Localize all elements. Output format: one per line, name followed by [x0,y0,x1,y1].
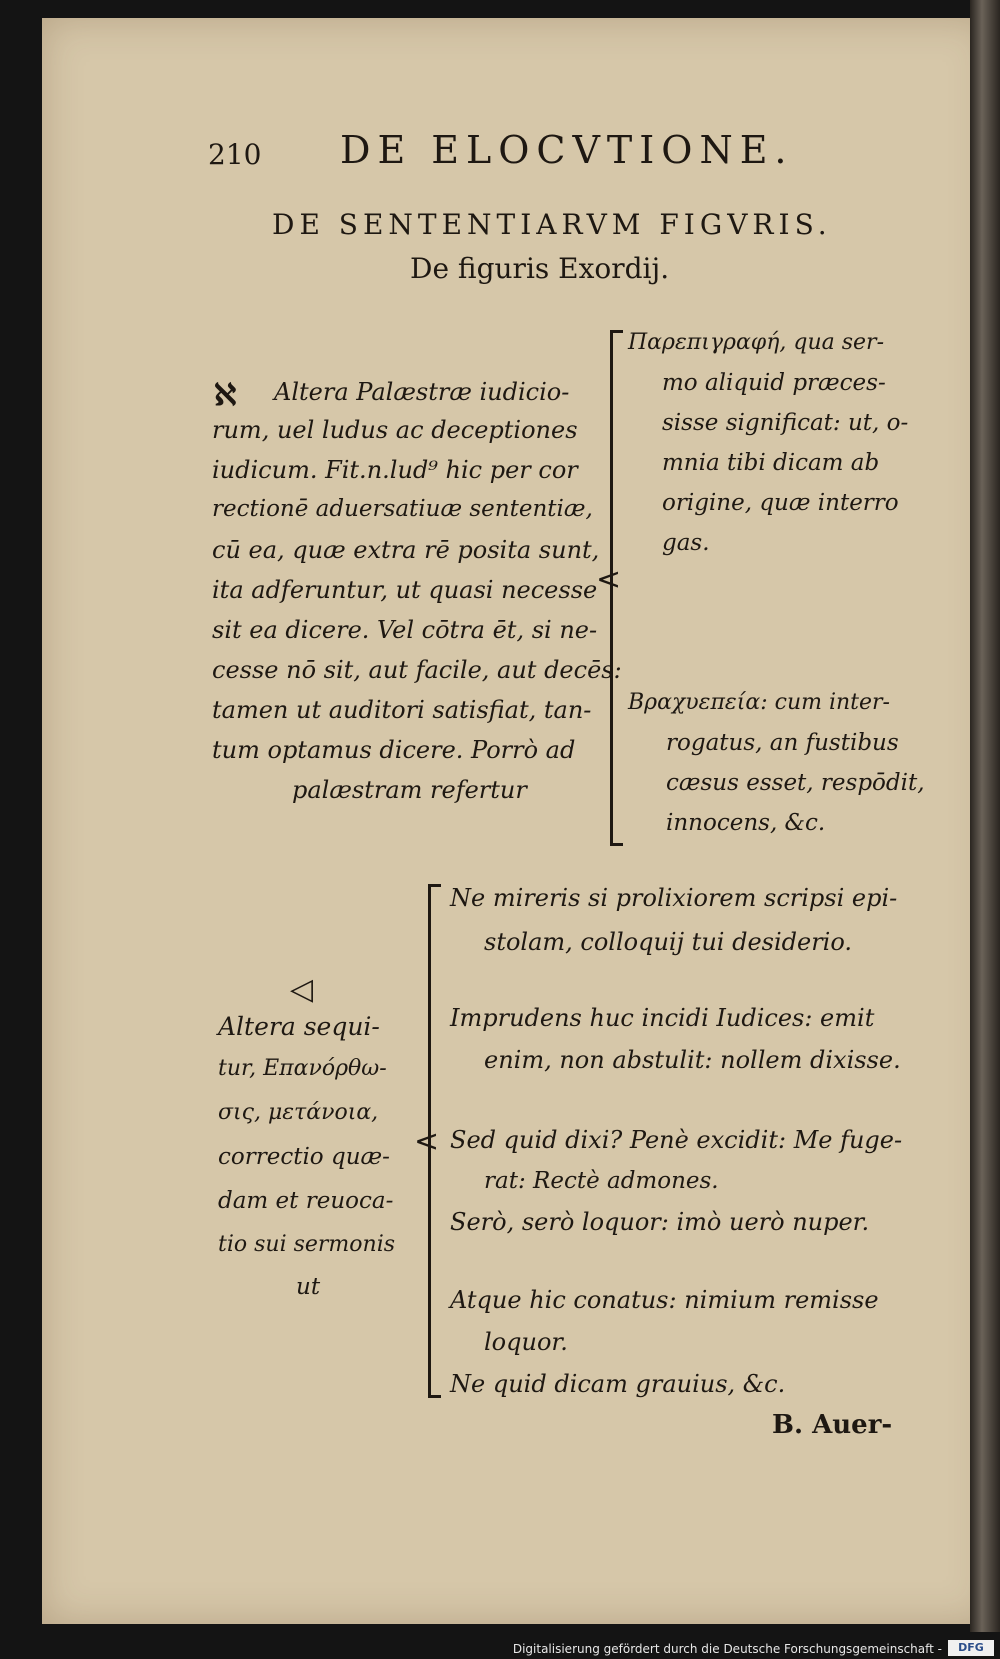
text-line: tio sui sermonis [218,1232,396,1257]
dfg-logo: DFG [948,1640,994,1656]
text-line: cæsus esset, respōdit, [666,770,925,796]
text-line: mo aliquid præces- [662,370,886,396]
text-line: innocens, &c. [666,810,826,836]
text-line: palæstram refertur [292,776,527,804]
text-line: tamen ut auditori satisfiat, tan- [212,696,592,724]
text-line: Altera sequi- [218,1012,380,1041]
bracket-point: < [414,1124,440,1159]
text-line: Serò, serò loquor: imò uerò nuper. [450,1208,870,1236]
text-line: sisse significat: ut, o- [662,410,909,436]
text-line: Atque hic conatus: nimium remisse [450,1286,879,1314]
text-line: rectionē aduersatiuæ sententiæ, [212,496,593,522]
text-line: Sed quid dixi? Penè excidit: Me fuge- [450,1126,903,1154]
text-line: Ne quid dicam grauius, &c. [450,1370,786,1398]
text-line: iudicum. Fit.n.lud⁹ hic per cor [212,456,578,484]
text-line: stolam, colloquij tui desiderio. [484,928,853,956]
text-line: Παρεπιγραφή, qua ser- [628,330,884,355]
paragraph-mark: ◁ [290,972,314,1007]
text-line: Ne mireris si prolixiorem scripsi epi- [450,884,898,912]
text-line: ut [296,1274,321,1300]
running-title: DE ELOCVTIONE. [340,128,794,172]
text-line: tum optamus dicere. Porrò ad [212,736,576,764]
text-line: mnia tibi dicam ab [662,450,880,476]
text-line: cesse nō sit, aut facile, aut decēs: [212,656,622,684]
text-line: sit ea dicere. Vel cōtra ēt, si ne- [212,616,598,644]
bracket-point: < [596,562,622,597]
section-subtitle: De figuris Exordij. [410,252,670,285]
section-title: DE SENTENTIARVM FIGVRIS. [272,208,832,241]
text-line: gas. [662,530,710,556]
text-line: Βραχυεπεία: cum inter- [628,690,890,715]
book-edge [970,0,1000,1632]
text-line: correctio quæ- [218,1144,390,1170]
text-line: enim, non abstulit: nollem dixisse. [484,1046,901,1074]
digitization-credit: Digitalisierung gefördert durch die Deutsche Forschungsgemeinschaft - [512,1642,942,1656]
text-line: σις, μετάνοια, [218,1100,379,1125]
text-line: Altera Palæstræ iudicio- [274,378,570,406]
text-line: loquor. [484,1328,568,1356]
text-line: cū ea, quæ extra rē posita sunt, [212,536,600,564]
text-line: rum, uel ludus ac deceptiones [212,416,578,444]
text-line: ita adferuntur, ut quasi necesse [212,576,598,604]
text-line: dam et reuoca- [218,1188,394,1214]
text-line: rogatus, an fustibus [666,730,899,756]
text-line: tur, Επανόρθω- [218,1056,387,1081]
paragraph-mark: ℵ [214,378,237,413]
page-number: 210 [208,138,262,171]
text-line: rat: Rectè admones. [484,1168,719,1194]
catchword: B. Auer- [772,1410,893,1440]
text-line: Imprudens huc incidi Iudices: emit [450,1004,875,1032]
text-line: origine, quæ interro [662,490,899,516]
